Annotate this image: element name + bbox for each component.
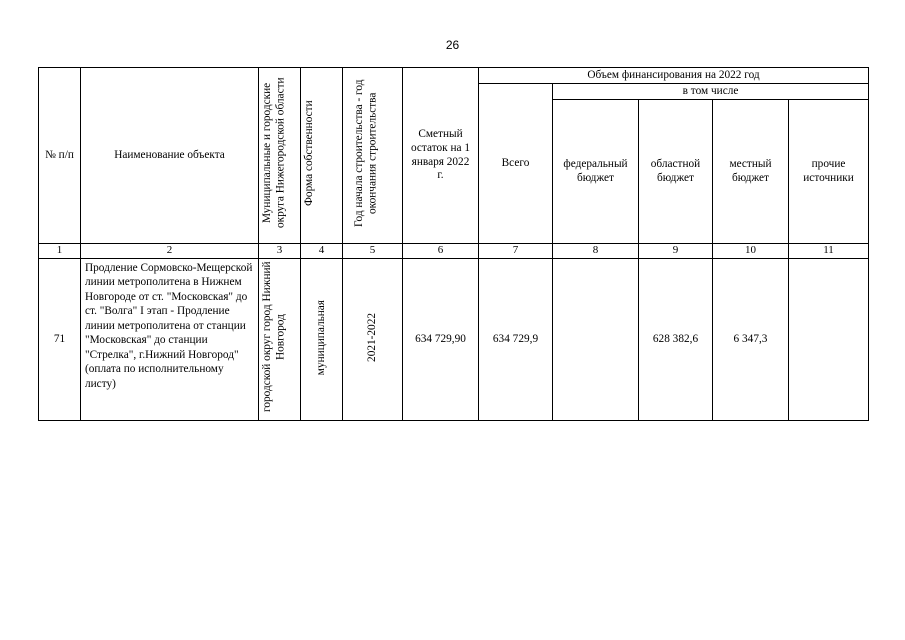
row-regional: 628 382,6 — [639, 259, 713, 421]
col-number-6: 6 — [403, 244, 479, 259]
col-number-5: 5 — [343, 244, 403, 259]
header-regional: областной бюджет — [639, 100, 713, 244]
row-balance: 634 729,90 — [403, 259, 479, 421]
header-ownership-cell — [301, 68, 343, 244]
row-local: 6 347,3 — [713, 259, 789, 421]
col-number-9: 9 — [639, 244, 713, 259]
row-ownership-cell — [301, 259, 343, 421]
col-number-1: 1 — [39, 244, 81, 259]
col-number-8: 8 — [553, 244, 639, 259]
header-municipality: Муниципальные и городские округа Нижегородской области — [260, 77, 287, 229]
header-years: Год начала строительства - год окончания строительства — [352, 79, 379, 227]
header-federal: федеральный бюджет — [553, 100, 639, 244]
col-number-10: 10 — [713, 244, 789, 259]
table-row — [39, 259, 869, 421]
col-number-3: 3 — [259, 244, 301, 259]
header-years-cell — [343, 68, 403, 244]
row-municipality-cell — [259, 259, 301, 421]
header-including: в том числе — [553, 84, 869, 100]
row-other — [789, 259, 869, 421]
header-municipality-cell — [259, 68, 301, 244]
header-name: Наименование объекта — [81, 68, 259, 244]
row-name: Продление Сормовско-Мещерской линии метрополитена в Нижнем Новгороде от ст. "Московская" до ст. "Волга" I этап - Продление линии метрополитена от станции "Московская" до станции "Стрелка", г.Нижний Новгород" (оплата по исполнительному листу) — [81, 259, 259, 421]
page-number: 26 — [445, 38, 460, 52]
header-num: № п/п — [39, 68, 81, 244]
financing-table — [38, 67, 869, 421]
row-municipality: городской округ город Нижний Новгород — [260, 261, 287, 413]
header-financing: Объем финансирования на 2022 год — [479, 68, 869, 84]
row-years-cell — [343, 259, 403, 421]
row-federal — [553, 259, 639, 421]
header-ownership: Форма собственности — [302, 100, 315, 207]
row-years: 2021-2022 — [365, 312, 378, 362]
col-number-11: 11 — [789, 244, 869, 259]
header-total: Всего — [479, 84, 553, 244]
header-balance: Сметный остаток на 1 января 2022 г. — [403, 68, 479, 244]
col-number-7: 7 — [479, 244, 553, 259]
row-ownership: муниципальная — [314, 299, 327, 375]
col-number-2: 2 — [81, 244, 259, 259]
header-local: местный бюджет — [713, 100, 789, 244]
row-num: 71 — [39, 259, 81, 421]
header-other: прочие источники — [789, 100, 869, 244]
row-total: 634 729,9 — [479, 259, 553, 421]
col-number-4: 4 — [301, 244, 343, 259]
